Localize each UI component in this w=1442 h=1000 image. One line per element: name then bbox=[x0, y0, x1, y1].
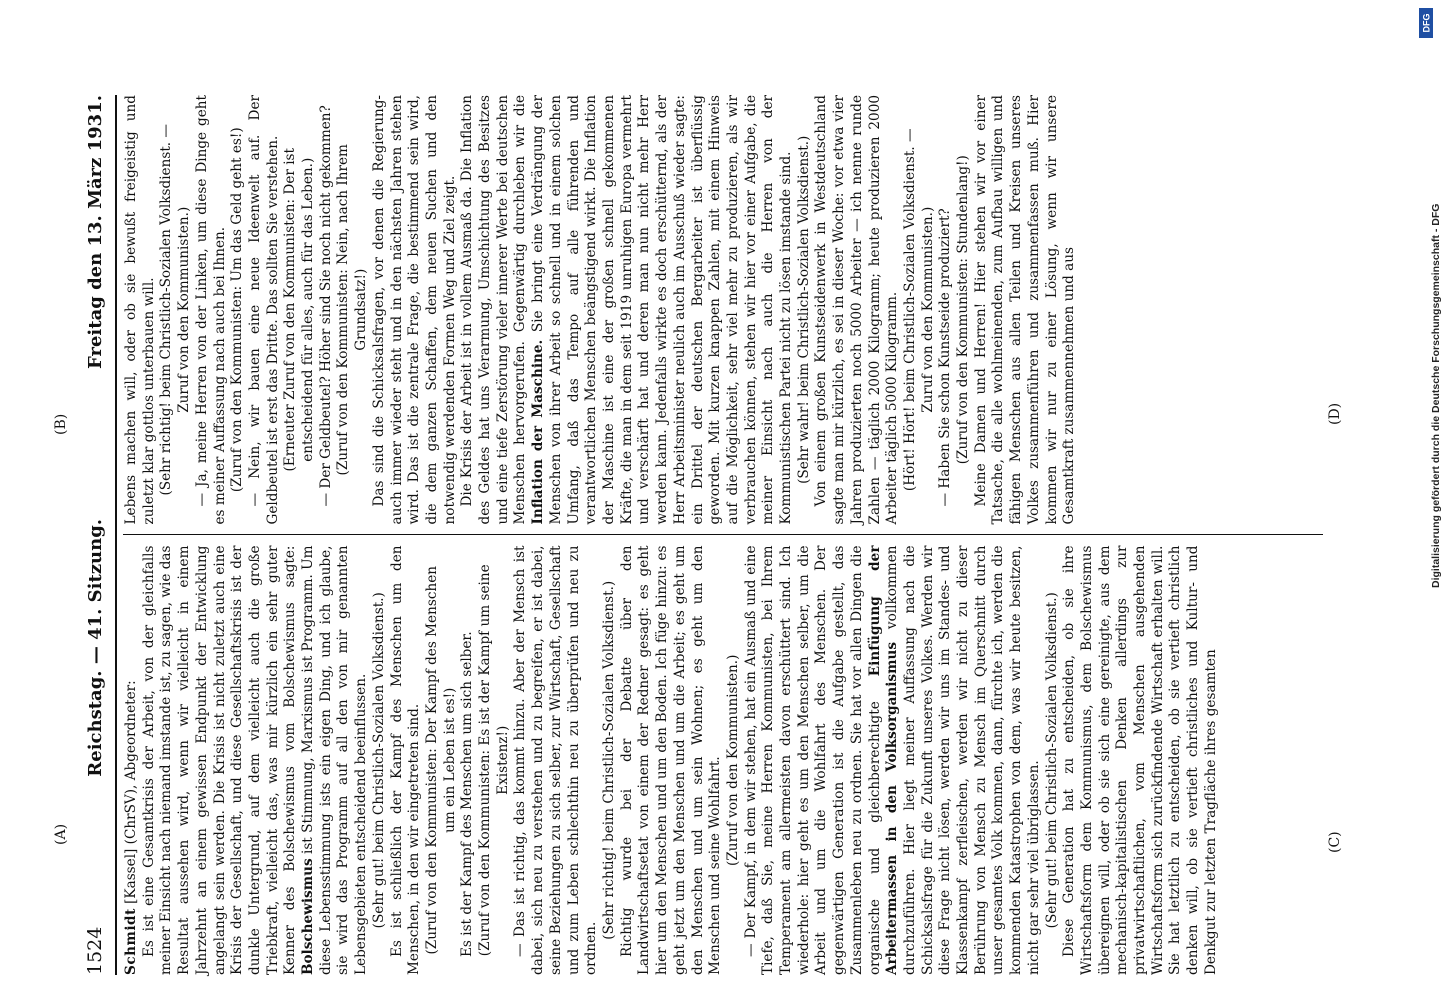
paragraph: — Nein, wir bauen eine neue Ideenwelt auf. Der Geldbeutel ist erst das Dritte. Das sollten Sie verstehen. bbox=[246, 95, 281, 525]
emphasis: Bolschewismus bbox=[300, 858, 317, 975]
paragraph: Es ist schließlich der Kampf des Menschen um den Menschen, in den wir eingetreten sind. bbox=[388, 545, 423, 975]
paragraph bbox=[459, 95, 795, 525]
watermark-text: Digitalisierung gefördert durch die Deutsche Forschungsgemeinschaft - DFG bbox=[1430, 203, 1442, 588]
paragraph: — Das ist richtig, das kommt hinzu. Aber der Mensch ist dabei, sich neu zu verstehen und zu begreifen, er ist dabei, seine Beziehungen zu sich selber, zur Wirtschaft, Gesellschaft und zum Leben schlechthin neu zu überprüfen und neu zu ordnen. bbox=[512, 545, 600, 975]
speaker-line bbox=[123, 546, 141, 976]
interjection: (Sehr gut! beim Christlich-Sozialen Volksdienst.) bbox=[1043, 592, 1060, 929]
interjection: (Zuruf von den Kommunisten: Um das Geld geht es!) bbox=[229, 127, 246, 493]
paragraph: Das sind die Schicksalsfragen, vor denen die Regierung- auch immer wieder steht und in den nächsten Jahren stehen wird. Das ist die zentrale Frage, die bestimmend sein wird, die dem ganzen Schaffen, dem neuen Suchen und den notwendig werdenden Formen Weg und Ziel zeigt. bbox=[370, 95, 458, 525]
paragraph: Meine Damen und Herren! Hier stehen wir vor einer Tatsache, die alle wohlmeinenden, zum Aufbau willigen und fähigen Menschen aus allen Teilen und Kreisen unseres Volkes zusammenführen und zusammenfassen muß. Hier kommen wir nur zu einer Lösung, wenn wir unsere Gesamtkraft zusammennehmen und aus bbox=[972, 95, 1078, 525]
interjection: (Erneuter Zuruf von den Kommunisten: Der ist entscheidend für alles, auch für das Leben.) bbox=[282, 148, 317, 472]
paragraph: Lebens machen will, oder ob sie bewußt freigeistig und zuletzt klar gottlos unterbauen will. bbox=[123, 95, 157, 525]
text-columns bbox=[123, 95, 1323, 975]
paragraph bbox=[141, 546, 371, 976]
margin-letter-b: (B) bbox=[53, 413, 69, 435]
paragraph-text: vollkommen durchzuführen. Hier liegt meiner Auffassung nach die Schicksalsfrage für die Zukunft unseres Volkes. Werden wir diese Frage nicht lösen, werden wir uns im Standes- und Klassenkampf zerfleischen, werden wir nicht zu dieser Berührung von Mensch zu Mensch im Querschnitt durch unser gesamtes Volk kommen, dann, fürchte ich, werden die kommenden Katastrophen von dem, was wir heute besitzen, nicht gar sehr viel übriglassen. bbox=[884, 545, 1042, 975]
interjection: (Sehr gut! beim Christlich-Sozialen Volksdienst.) bbox=[370, 592, 387, 929]
column-divider bbox=[123, 535, 1323, 536]
dfg-logo-text: DFG bbox=[1421, 13, 1431, 33]
paragraph-text: Sie bringt eine Verdrängung der Menschen von ihrer Arbeit so schnell und in einem solchen Umfang, daß das Tempo auf alle führenden und verantwortlichen Menschen beängstigend wirkt. Die Inflation der Maschine ist eine der großen schnell gekommenen Kräfte, die man in dem seit 1919 unruhigen Europa vermehrt und verschärft hat und deren man nun nicht mehr Herr werden kann. Jedenfalls wirkte es doch erschütternd, als der Herr Arbeitsminister neulich auch im Ausschuß wieder sagte: ein Drittel der deutschen Bergarbeiter ist überflüssig geworden. Mit kurzen knappen Zahlen, mit einem Hinweis auf die Möglichkeit, sehr viel mehr zu produzieren, als wir verbrauchen können, stehen wir hier vor einer Aufgabe, die meiner Einsicht nach auch die Herren von der Kommunistischen Partei nicht zu lösen imstande sind. bbox=[530, 95, 795, 525]
paragraph: Diese Generation hat zu entscheiden, ob sie ihre Wirtschaftsform dem Kommunismus, dem Bolschewismus übereignen will, oder ob sie sich eine gereinigte, aus dem mechanisch-kapitalistischen Denken allerdings zur privatwirtschaftlichen, vom Menschen ausgehenden Wirtschaftsform sich zurückfindende Wirtschaft erhalten will. Sie hat letztlich zu entscheiden, ob sie vertieft christlich denken will, ob sie vertieft christliches und Kultur- und Denkgut zur letzten Tragfläche ihres gesamten bbox=[1061, 545, 1219, 975]
paragraph: Richtig wurde bei der Debatte über den Landwirtschaftsetat von einem der Redner gesagt: es geht hier um den Menschen und um den Boden. Ich füge hinzu: es geht jetzt um den Menschen und um die Arbeit; es geht um den Menschen und um sein Wohnen; es geht um den Menschen und seine Wohlfahrt. bbox=[618, 545, 724, 975]
interjection: (Hört! Hört! beim Christlich-Sozialen Volksdienst. — Zuruf von den Kommunisten.) bbox=[901, 128, 936, 492]
right-column bbox=[123, 95, 1323, 535]
running-head bbox=[75, 95, 117, 975]
paragraph: — Der Geldbeutel? Höher sind Sie noch nicht gekommen? bbox=[317, 105, 334, 507]
paragraph bbox=[743, 546, 1044, 976]
page-number: 1524 bbox=[84, 926, 106, 975]
paragraph: Von einem großen Kunstseidenwerk in Westdeutschland sagte man mir kürzlich, es sei in dieser Woche: vor etwa vier Jahren produzierten noch 5000 Arbeiter — ich nenne runde Zahlen — täglich 2000 Kilogramm; heute produzieren 2000 Arbeiter täglich 5000 Kilogramm. bbox=[813, 95, 901, 525]
paragraph: — Ja, meine Herren von der Linken, um diese Dinge geht es meiner Auffassung nach auch bei Ihnen. bbox=[193, 95, 228, 525]
paragraph: Es ist der Kampf des Menschen um sich selber. bbox=[459, 631, 476, 957]
paragraph-text: ist Stimmung, Marxismus ist Programm. Um diese Lebensstimmung ists ein eigen Ding, und ich glaube, sie wird das Programm auf all den von mir genannten Lebensgebieten entscheidend beeinflussen. bbox=[300, 545, 370, 975]
dfg-logo bbox=[1419, 8, 1433, 38]
interjection: (Zuruf von den Kommunisten: Es ist der Kampf um seine Existenz!) bbox=[477, 564, 511, 957]
interjection: (Zuruf von den Kommunisten: Nein, nach Ihrem Grundsatz!) bbox=[335, 144, 370, 476]
digitization-watermark bbox=[1416, 0, 1442, 1000]
paragraph-text: — Der Kampf, in dem wir stehen, hat ein Ausmaß und eine Tiefe, daß Sie, meine Herren Kommunisten, bei Ihrem Temperament am allermeisten davon erschüttert sind. Ich wiederhole: hier geht es um den Menschen selber, um die Arbeit und um die Wohlfahrt des Menschen. Der gegenwärtigen Generation ist die Aufgabe gestellt, das Zusammenleben neu zu ordnen. Sie hat vor allen Dingen die organische und gleichberechtigte bbox=[742, 545, 883, 975]
interjection: (Zuruf von den Kommunisten.) bbox=[724, 654, 741, 866]
interjection: (Sehr wahr! beim Christlich-Sozialen Volksdienst.) bbox=[795, 135, 812, 484]
interjection: (Sehr richtig! beim Christlich-Sozialen Volksdienst.) bbox=[600, 580, 617, 940]
margin-letter-c: (C) bbox=[1327, 831, 1343, 853]
document-title: Reichstag. — 41. Sitzung. bbox=[84, 518, 106, 777]
paragraph-text: Es ist eine Gesamtkrisis der Arbeit, von der gleichfalls meiner Einsicht nach niemand imstande ist, zu sagen, wie das Resultat aussehen wird, wenn wir vielleicht in einem Jahrzehnt an einem gewissen Endpunkt der Entwicklung angelangt sein werden. Die Krisis ist nicht zuletzt auch eine Krisis der Gesellschaft, und diese Gesellschaftskrisis ist der dunkle Untergrund, auf dem vielleicht auch die große Triebkraft, vielleicht das, was mir kürzlich ein sehr guter Kenner des Bolschewismus vom Bolschewismus sagte: bbox=[140, 545, 299, 975]
emphasis: Inflation der Maschine. bbox=[530, 339, 547, 525]
paragraph: — Haben Sie schon Kunstseide produziert? bbox=[937, 208, 954, 507]
margin-letter-d: (D) bbox=[1327, 402, 1343, 425]
left-column bbox=[123, 536, 1323, 976]
session-date: Freitag den 13. März 1931. bbox=[84, 95, 106, 369]
interjection: (Sehr richtig! beim Christlich-Sozialen Volksdienst. — Zuruf von den Kommunisten.) bbox=[158, 123, 193, 496]
paragraph-text: Die Krisis der Arbeit ist in vollem Ausmaß da. Die Inflation des Geldes hat uns Verarmung, Umschichtung des Besitzes und eine tiefe Zerstörung vieler innerer Werte bei deutschen Menschen hervorgerufen. Gegenwärtig durchleben wir die bbox=[459, 95, 529, 525]
speaker-suffix: [Kassel] (ChrSV), Abgeordneter: bbox=[123, 680, 139, 909]
interjection: (Zuruf von den Kommunisten: Stundenlang!) bbox=[955, 155, 972, 465]
interjection: (Zuruf von den Kommunisten: Der Kampf des Menschen um ein Leben ist es!) bbox=[423, 566, 458, 955]
margin-letter-a: (A) bbox=[53, 823, 69, 845]
document-page bbox=[53, 95, 1343, 975]
emphasis: Einfügung der Arbeitermassen in den Volksorganismus bbox=[866, 545, 901, 975]
speaker-name: Schmidt bbox=[123, 908, 139, 975]
